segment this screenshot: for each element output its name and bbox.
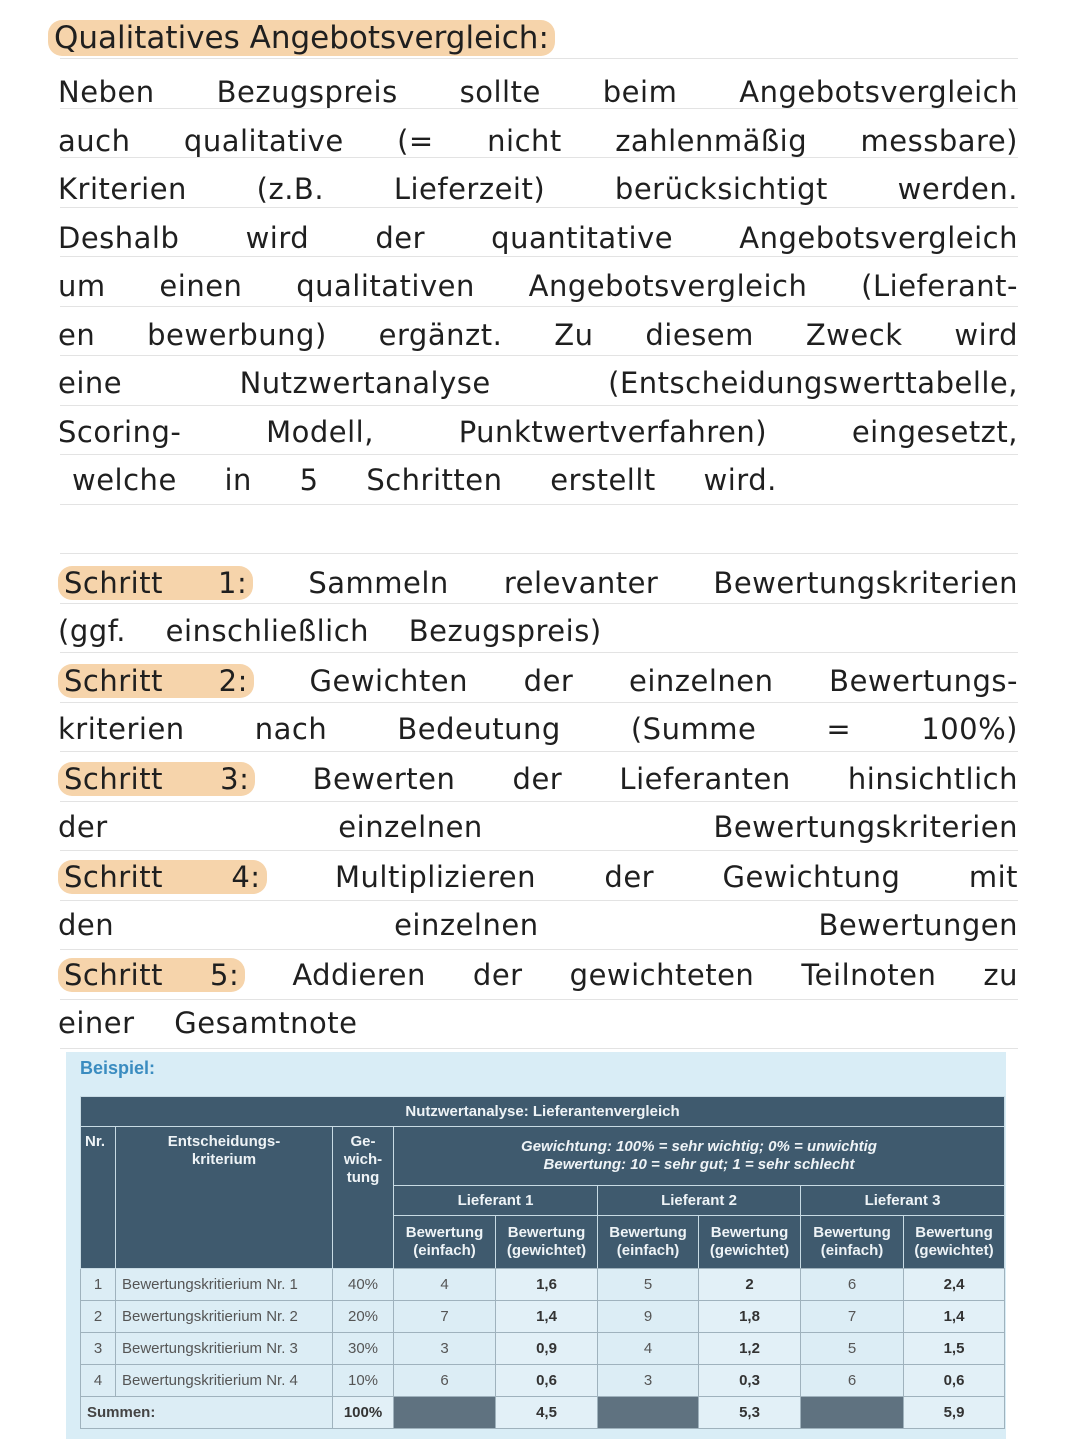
col-gewichtung: Ge- wich- tung	[333, 1127, 394, 1269]
subheader-gewichtet: Bewertung (gewichtet)	[496, 1216, 598, 1269]
step-line	[58, 955, 1018, 995]
example-label: Beispiel:	[80, 1058, 156, 1078]
subheader-gewichtet: Bewertung (gewichtet)	[904, 1216, 1005, 1269]
ruled-line	[60, 1048, 1018, 1049]
ruled-line	[60, 900, 1018, 901]
utility-analysis-table	[80, 1096, 1005, 1429]
table-row	[81, 1269, 1005, 1301]
ruled-line	[60, 504, 1018, 505]
value-einfach: 4	[598, 1333, 699, 1365]
ruled-line	[60, 355, 1018, 356]
row-gewichtung: 40%	[333, 1269, 394, 1301]
empty-cell	[394, 1397, 496, 1429]
ruled-line	[60, 405, 1018, 406]
empty-cell	[801, 1397, 904, 1429]
value-gewichtet: 2	[699, 1269, 801, 1301]
step-label: Schritt 5:	[58, 958, 245, 992]
col-kriterium: Entscheidungs- kriterium	[116, 1127, 333, 1269]
table-row	[81, 1365, 1005, 1397]
ruled-line	[60, 801, 1018, 802]
supplier-header: Lieferant 3	[801, 1186, 1005, 1216]
row-gewichtung: 10%	[333, 1365, 394, 1397]
step-text: Sammeln relevanter Bewertungskriterien	[308, 566, 1018, 600]
note-line: Deshalb wird der quantitative Angebotsvergleich	[58, 220, 1018, 255]
value-gewichtet: 0,6	[904, 1365, 1005, 1397]
value-einfach: 6	[394, 1365, 496, 1397]
value-einfach: 6	[801, 1365, 904, 1397]
supplier-header: Lieferant 2	[598, 1186, 801, 1216]
step-continuation: einer Gesamtnote	[58, 1006, 358, 1040]
ruled-line	[60, 553, 1018, 554]
example-panel	[66, 1052, 1006, 1439]
step-text: Multiplizieren der Gewichtung mit	[334, 860, 1019, 894]
sum-value: 5,3	[699, 1397, 801, 1429]
subheader-einfach: Bewertung (einfach)	[394, 1216, 496, 1269]
note-line: Kriterien (z.B. Lieferzeit) berücksichtigt werden.	[58, 172, 1018, 206]
row-kriterium: Bewertungskritierium Nr. 4	[116, 1365, 333, 1397]
note-line: auch qualitative (= nicht zahlenmäßig messbare)	[58, 123, 1018, 158]
step-label: Schritt 3:	[58, 762, 255, 796]
step-continuation: den einzelnen Bewertungen	[58, 908, 1018, 942]
step-line	[58, 759, 1018, 799]
note-line: welche in 5 Schritten erstellt wird.	[72, 463, 777, 497]
value-gewichtet: 1,2	[699, 1333, 801, 1365]
row-nr: 4	[81, 1365, 116, 1397]
row-nr: 1	[81, 1269, 116, 1301]
subheader-gewichtet: Bewertung (gewichtet)	[699, 1216, 801, 1269]
step-label: Schritt 4:	[58, 860, 267, 894]
step-text: Gewichten der einzelnen Bewertungs-	[309, 664, 1019, 698]
value-gewichtet: 0,9	[496, 1333, 598, 1365]
step-continuation: kriterien nach Bedeutung (Summe = 100%)	[58, 712, 1018, 746]
legend-bewertung: Bewertung: 10 = sehr gut; 1 = sehr schlecht	[543, 1156, 855, 1173]
value-einfach: 3	[598, 1365, 699, 1397]
value-gewichtet: 0,6	[496, 1365, 598, 1397]
value-einfach: 7	[394, 1301, 496, 1333]
ruled-line	[60, 58, 1018, 59]
value-gewichtet: 1,8	[699, 1301, 801, 1333]
table-legend	[394, 1127, 1005, 1186]
row-kriterium: Bewertungskritierium Nr. 1	[116, 1269, 333, 1301]
note-line: en bewerbung) ergänzt. Zu diesem Zweck wird	[58, 317, 1018, 352]
step-line	[58, 857, 1018, 897]
note-line: Neben Bezugspreis sollte beim Angebotsvergleich	[58, 75, 1018, 109]
legend-gewichtung: Gewichtung: 100% = sehr wichtig; 0% = unwichtig	[521, 1138, 877, 1155]
sum-value: 5,9	[904, 1397, 1005, 1429]
step-text: Addieren der gewichteten Teilnoten zu	[292, 958, 1018, 992]
step-continuation: (ggf. einschließlich Bezugspreis)	[58, 614, 602, 648]
col-nr: Nr.	[81, 1127, 116, 1269]
step-line	[58, 661, 1018, 701]
sum-value: 4,5	[496, 1397, 598, 1429]
step-label: Schritt 1:	[58, 566, 253, 600]
sum-label: Summen:	[81, 1397, 333, 1429]
ruled-line	[60, 702, 1018, 703]
table-title: Nutzwertanalyse: Lieferantenvergleich	[81, 1097, 1005, 1127]
note-line: um einen qualitativen Angebotsvergleich (Lieferant-	[58, 269, 1018, 303]
table-row	[81, 1333, 1005, 1365]
step-continuation: der einzelnen Bewertungskriterien	[58, 810, 1018, 844]
subheader-einfach: Bewertung (einfach)	[598, 1216, 699, 1269]
row-gewichtung: 30%	[333, 1333, 394, 1365]
ruled-line	[60, 454, 1018, 455]
row-kriterium: Bewertungskritierium Nr. 2	[116, 1301, 333, 1333]
subheader-einfach: Bewertung (einfach)	[801, 1216, 904, 1269]
value-gewichtet: 0,3	[699, 1365, 801, 1397]
value-einfach: 5	[801, 1333, 904, 1365]
ruled-line	[60, 751, 1018, 752]
value-einfach: 6	[801, 1269, 904, 1301]
supplier-header: Lieferant 1	[394, 1186, 598, 1216]
empty-cell	[598, 1397, 699, 1429]
value-einfach: 7	[801, 1301, 904, 1333]
step-label: Schritt 2:	[58, 664, 254, 698]
value-gewichtet: 1,4	[904, 1301, 1005, 1333]
row-nr: 3	[81, 1333, 116, 1365]
sum-gewichtung: 100%	[333, 1397, 394, 1429]
step-line	[58, 563, 1018, 603]
value-einfach: 3	[394, 1333, 496, 1365]
value-einfach: 5	[598, 1269, 699, 1301]
ruled-line	[60, 603, 1018, 604]
value-einfach: 9	[598, 1301, 699, 1333]
value-gewichtet: 2,4	[904, 1269, 1005, 1301]
value-gewichtet: 1,6	[496, 1269, 598, 1301]
step-text: Bewerten der Lieferanten hinsichtlich	[312, 762, 1018, 796]
ruled-line	[60, 949, 1018, 950]
row-gewichtung: 20%	[333, 1301, 394, 1333]
page-title: Qualitatives Angebotsvergleich:	[48, 20, 555, 56]
ruled-line	[60, 850, 1018, 851]
value-gewichtet: 1,4	[496, 1301, 598, 1333]
ruled-line	[60, 306, 1018, 307]
note-line: eine Nutzwertanalyse (Entscheidungswerttabelle,	[58, 366, 1018, 400]
value-einfach: 4	[394, 1269, 496, 1301]
ruled-line	[60, 652, 1018, 653]
table-row	[81, 1301, 1005, 1333]
value-gewichtet: 1,5	[904, 1333, 1005, 1365]
row-nr: 2	[81, 1301, 116, 1333]
note-line: Scoring- Modell, Punktwertverfahren) eingesetzt,	[58, 414, 1018, 449]
row-kriterium: Bewertungskritierium Nr. 3	[116, 1333, 333, 1365]
ruled-line	[60, 999, 1018, 1000]
sum-row	[81, 1397, 1005, 1429]
